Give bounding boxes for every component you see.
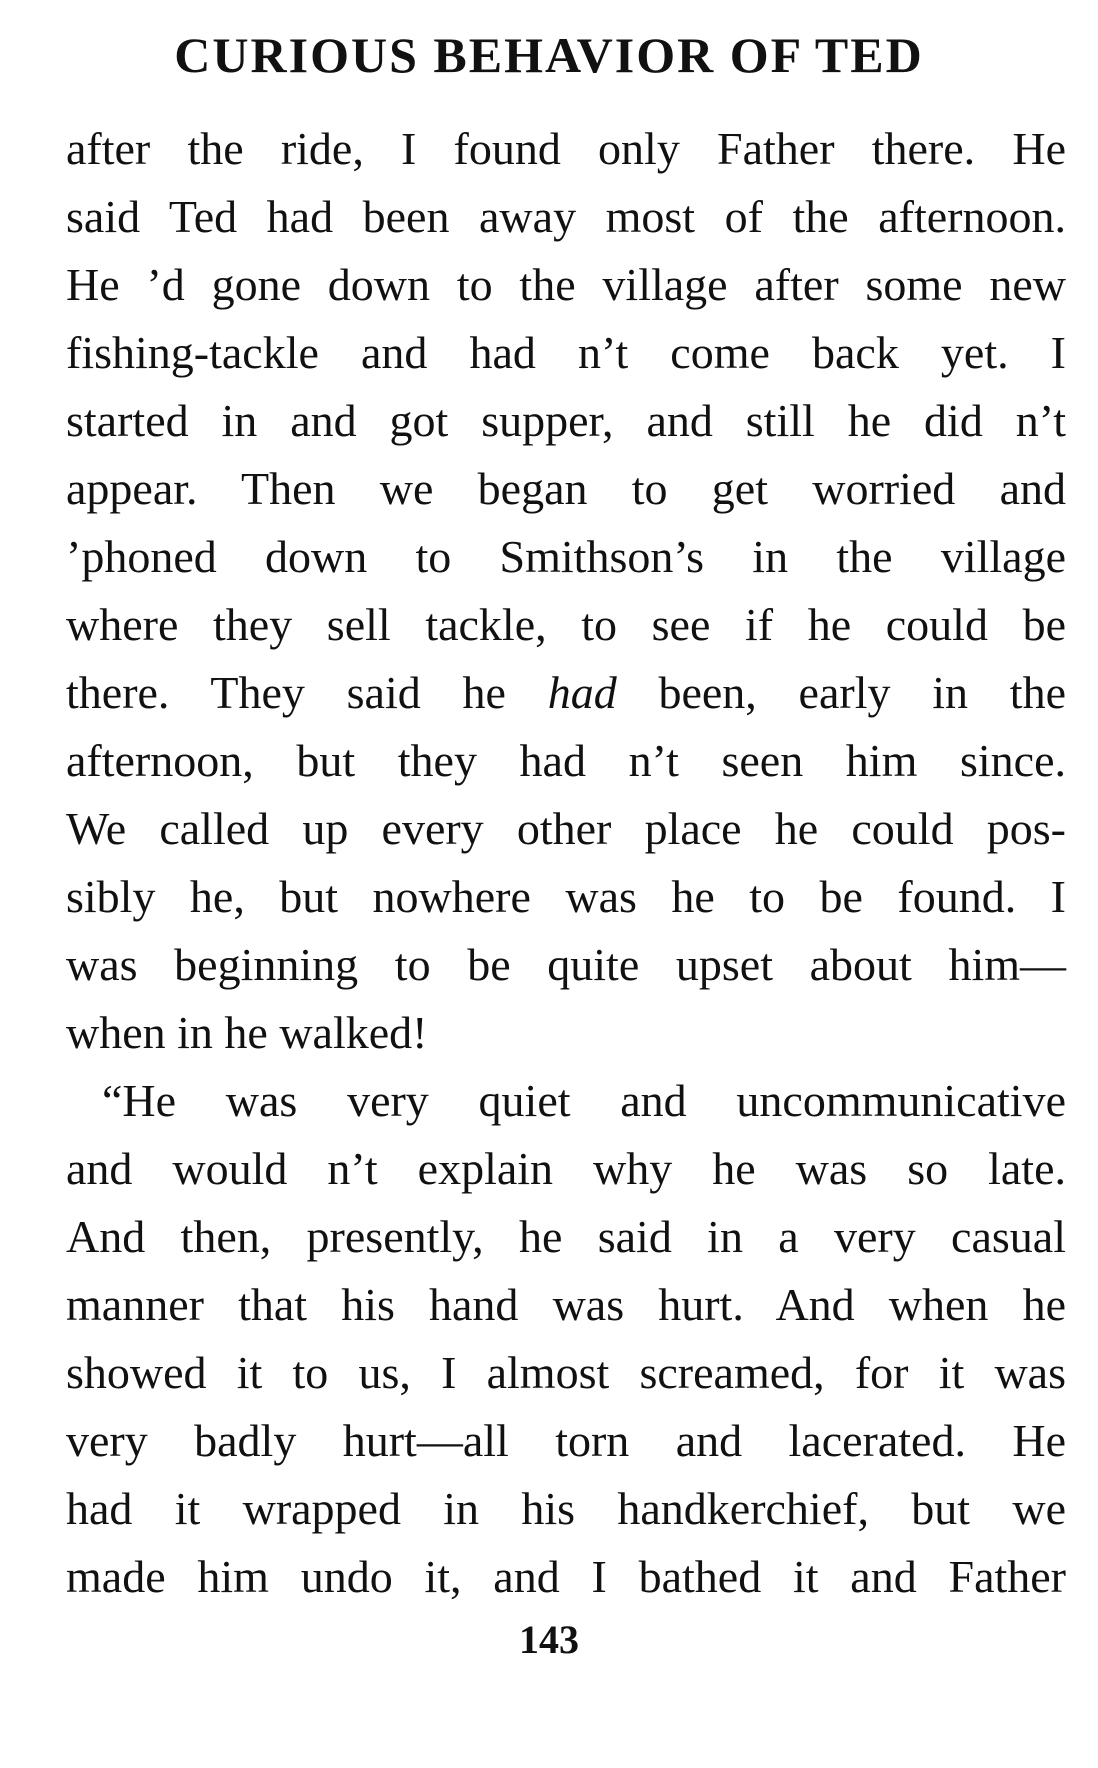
emphasis-text: had bbox=[547, 667, 617, 718]
text-line: started in and got supper, and still he did n’t bbox=[66, 395, 1066, 446]
running-header: CURIOUS BEHAVIOR OF TED bbox=[174, 27, 924, 83]
text-line bbox=[66, 659, 1066, 727]
text-line: And then, presently, he said in a very casual bbox=[66, 1211, 1066, 1262]
body-text bbox=[66, 115, 1066, 1611]
text-line: afternoon, but they had n’t seen him since. bbox=[66, 735, 1066, 786]
text-line: showed it to us, I almost screamed, for it was bbox=[66, 1347, 1066, 1398]
paragraph-start-line: “He was very quiet and uncommunicative bbox=[102, 1075, 1066, 1126]
text-segment: been, early in the bbox=[616, 667, 1066, 718]
text-line: appear. Then we began to get worried and bbox=[66, 463, 1066, 514]
text-segment: there. They said he bbox=[66, 667, 548, 718]
text-line: and would n’t explain why he was so late. bbox=[66, 1143, 1066, 1194]
text-line: where they sell tackle, to see if he could be bbox=[66, 599, 1066, 650]
text-line: very badly hurt—all torn and lacerated. He bbox=[66, 1415, 1066, 1466]
text-line: after the ride, I found only Father there. He bbox=[66, 123, 1066, 174]
text-line: had it wrapped in his handkerchief, but we bbox=[66, 1483, 1066, 1534]
text-line: manner that his hand was hurt. And when he bbox=[66, 1279, 1066, 1330]
text-line: said Ted had been away most of the afternoon. bbox=[66, 191, 1066, 242]
text-line: was beginning to be quite upset about him— bbox=[66, 939, 1066, 990]
text-line: We called up every other place he could pos- bbox=[66, 803, 1066, 854]
text-line: when in he walked! bbox=[66, 1007, 428, 1058]
page-number: 143 bbox=[519, 1617, 579, 1662]
text-line: fishing-tackle and had n’t come back yet. I bbox=[66, 327, 1066, 378]
text-line: He ’d gone down to the village after some new bbox=[66, 259, 1066, 310]
text-line: made him undo it, and I bathed it and Father bbox=[66, 1551, 1066, 1602]
text-line: ’phoned down to Smithson’s in the village bbox=[66, 531, 1066, 582]
text-line: sibly he, but nowhere was he to be found. I bbox=[66, 871, 1066, 922]
